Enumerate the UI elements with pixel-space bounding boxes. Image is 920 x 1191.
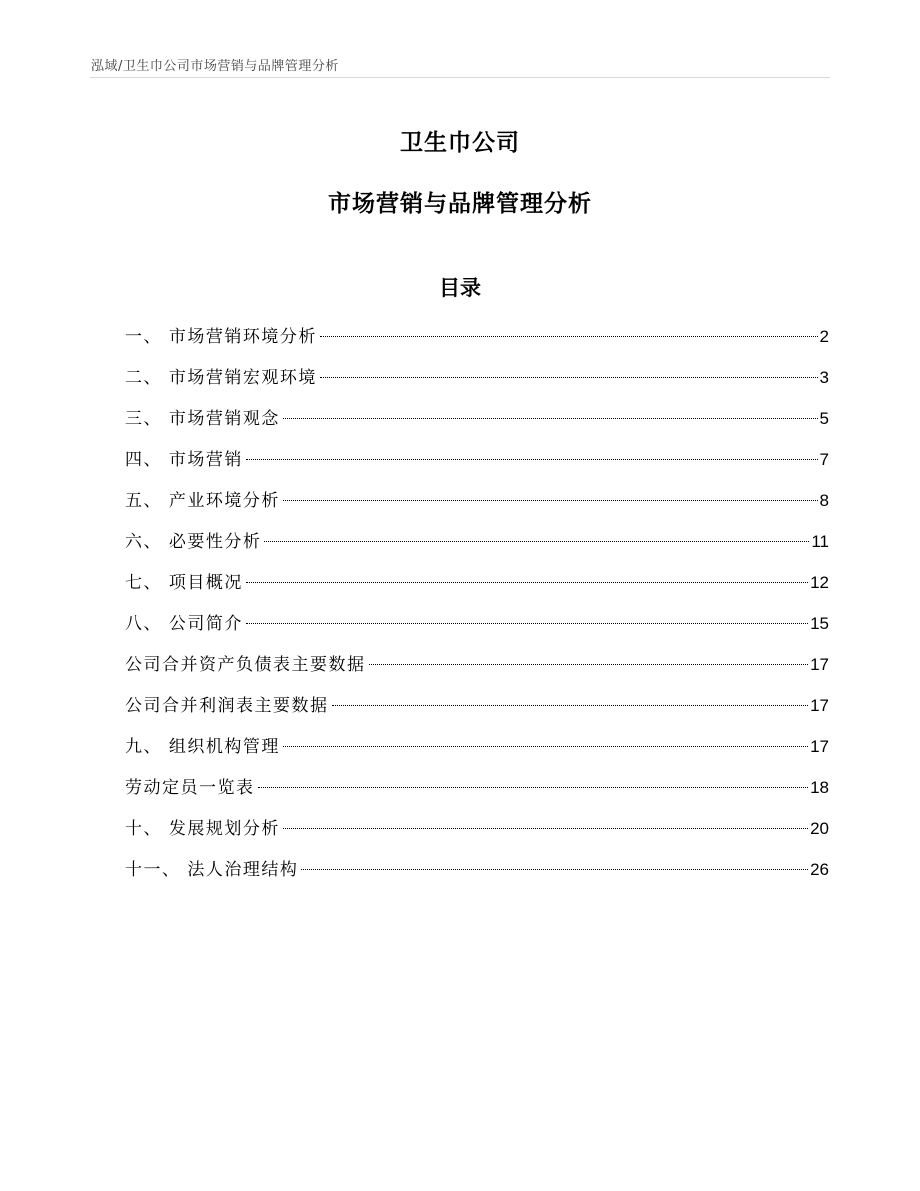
toc-dot-leader: [264, 541, 809, 542]
toc-entry-label: 十一、 法人治理结构: [125, 860, 299, 880]
toc-entry[interactable]: [125, 691, 829, 732]
document-title-line2: 市场营销与品牌管理分析: [328, 191, 592, 217]
toc-entry-page: 20: [810, 819, 829, 838]
document-title-line1: 卫生巾公司: [400, 130, 520, 156]
toc-dot-leader: [369, 664, 809, 665]
toc-dot-leader: [332, 705, 809, 706]
toc-dot-leader: [320, 377, 818, 378]
toc-entry-page: 12: [810, 573, 829, 592]
toc-entry[interactable]: [125, 855, 829, 896]
toc-dot-leader: [283, 828, 808, 829]
toc-dot-leader: [246, 459, 818, 460]
toc-entry[interactable]: [125, 322, 829, 363]
toc-entry-label: 劳动定员一览表: [125, 778, 255, 798]
toc-entry-page: 3: [819, 368, 829, 387]
toc-entry-label: 八、 公司简介: [125, 614, 243, 634]
toc-entry[interactable]: [125, 568, 829, 609]
toc-entry-page: 26: [810, 860, 829, 879]
toc-entry-page: 8: [819, 491, 829, 510]
toc-entry-page: 7: [819, 450, 829, 469]
toc-entry-label: 九、 组织机构管理: [125, 737, 280, 757]
toc-dot-leader: [246, 582, 808, 583]
toc-entry-label: 六、 必要性分析: [125, 532, 262, 552]
toc-entry[interactable]: [125, 773, 829, 814]
toc-entry-label: 二、 市场营销宏观环境: [125, 368, 317, 388]
toc-entry-label: 十、 发展规划分析: [125, 819, 280, 839]
toc-entry[interactable]: [125, 527, 829, 568]
toc-entry-page: 2: [819, 327, 829, 346]
toc-entry-page: 5: [819, 409, 829, 428]
toc-entry-label: 四、 市场营销: [125, 450, 243, 470]
toc-entry[interactable]: [125, 363, 829, 404]
toc-entry-label: 公司合并资产负债表主要数据: [125, 655, 366, 675]
toc-entry-page: 17: [810, 655, 829, 674]
toc-entry[interactable]: [125, 650, 829, 691]
toc-entry-page: 17: [810, 696, 829, 715]
toc-entry[interactable]: [125, 445, 829, 486]
toc-entry[interactable]: [125, 609, 829, 650]
toc-dot-leader: [258, 787, 809, 788]
toc-dot-leader: [283, 500, 818, 501]
toc-entry[interactable]: [125, 814, 829, 855]
running-header: 泓域/卫生巾公司市场营销与品牌管理分析: [91, 59, 339, 74]
toc-entry-label: 三、 市场营销观念: [125, 409, 280, 429]
toc-entry-page: 11: [811, 532, 829, 551]
toc-entry[interactable]: [125, 486, 829, 527]
toc-entry-page: 17: [810, 737, 829, 756]
toc-entry-label: 七、 项目概况: [125, 573, 243, 593]
toc-entry-label: 五、 产业环境分析: [125, 491, 280, 511]
toc-heading: 目录: [439, 276, 481, 300]
header-divider: [90, 77, 830, 78]
toc-dot-leader: [283, 746, 808, 747]
toc-dot-leader: [301, 869, 808, 870]
toc-entry[interactable]: [125, 404, 829, 445]
toc-dot-leader: [320, 336, 818, 337]
toc-entry-label: 公司合并利润表主要数据: [125, 696, 329, 716]
toc-entry-page: 18: [810, 778, 829, 797]
toc-dot-leader: [246, 623, 808, 624]
toc-entry-page: 15: [810, 614, 829, 633]
toc-entry-label: 一、 市场营销环境分析: [125, 327, 317, 347]
table-of-contents: [125, 322, 829, 896]
toc-entry[interactable]: [125, 732, 829, 773]
toc-dot-leader: [283, 418, 818, 419]
